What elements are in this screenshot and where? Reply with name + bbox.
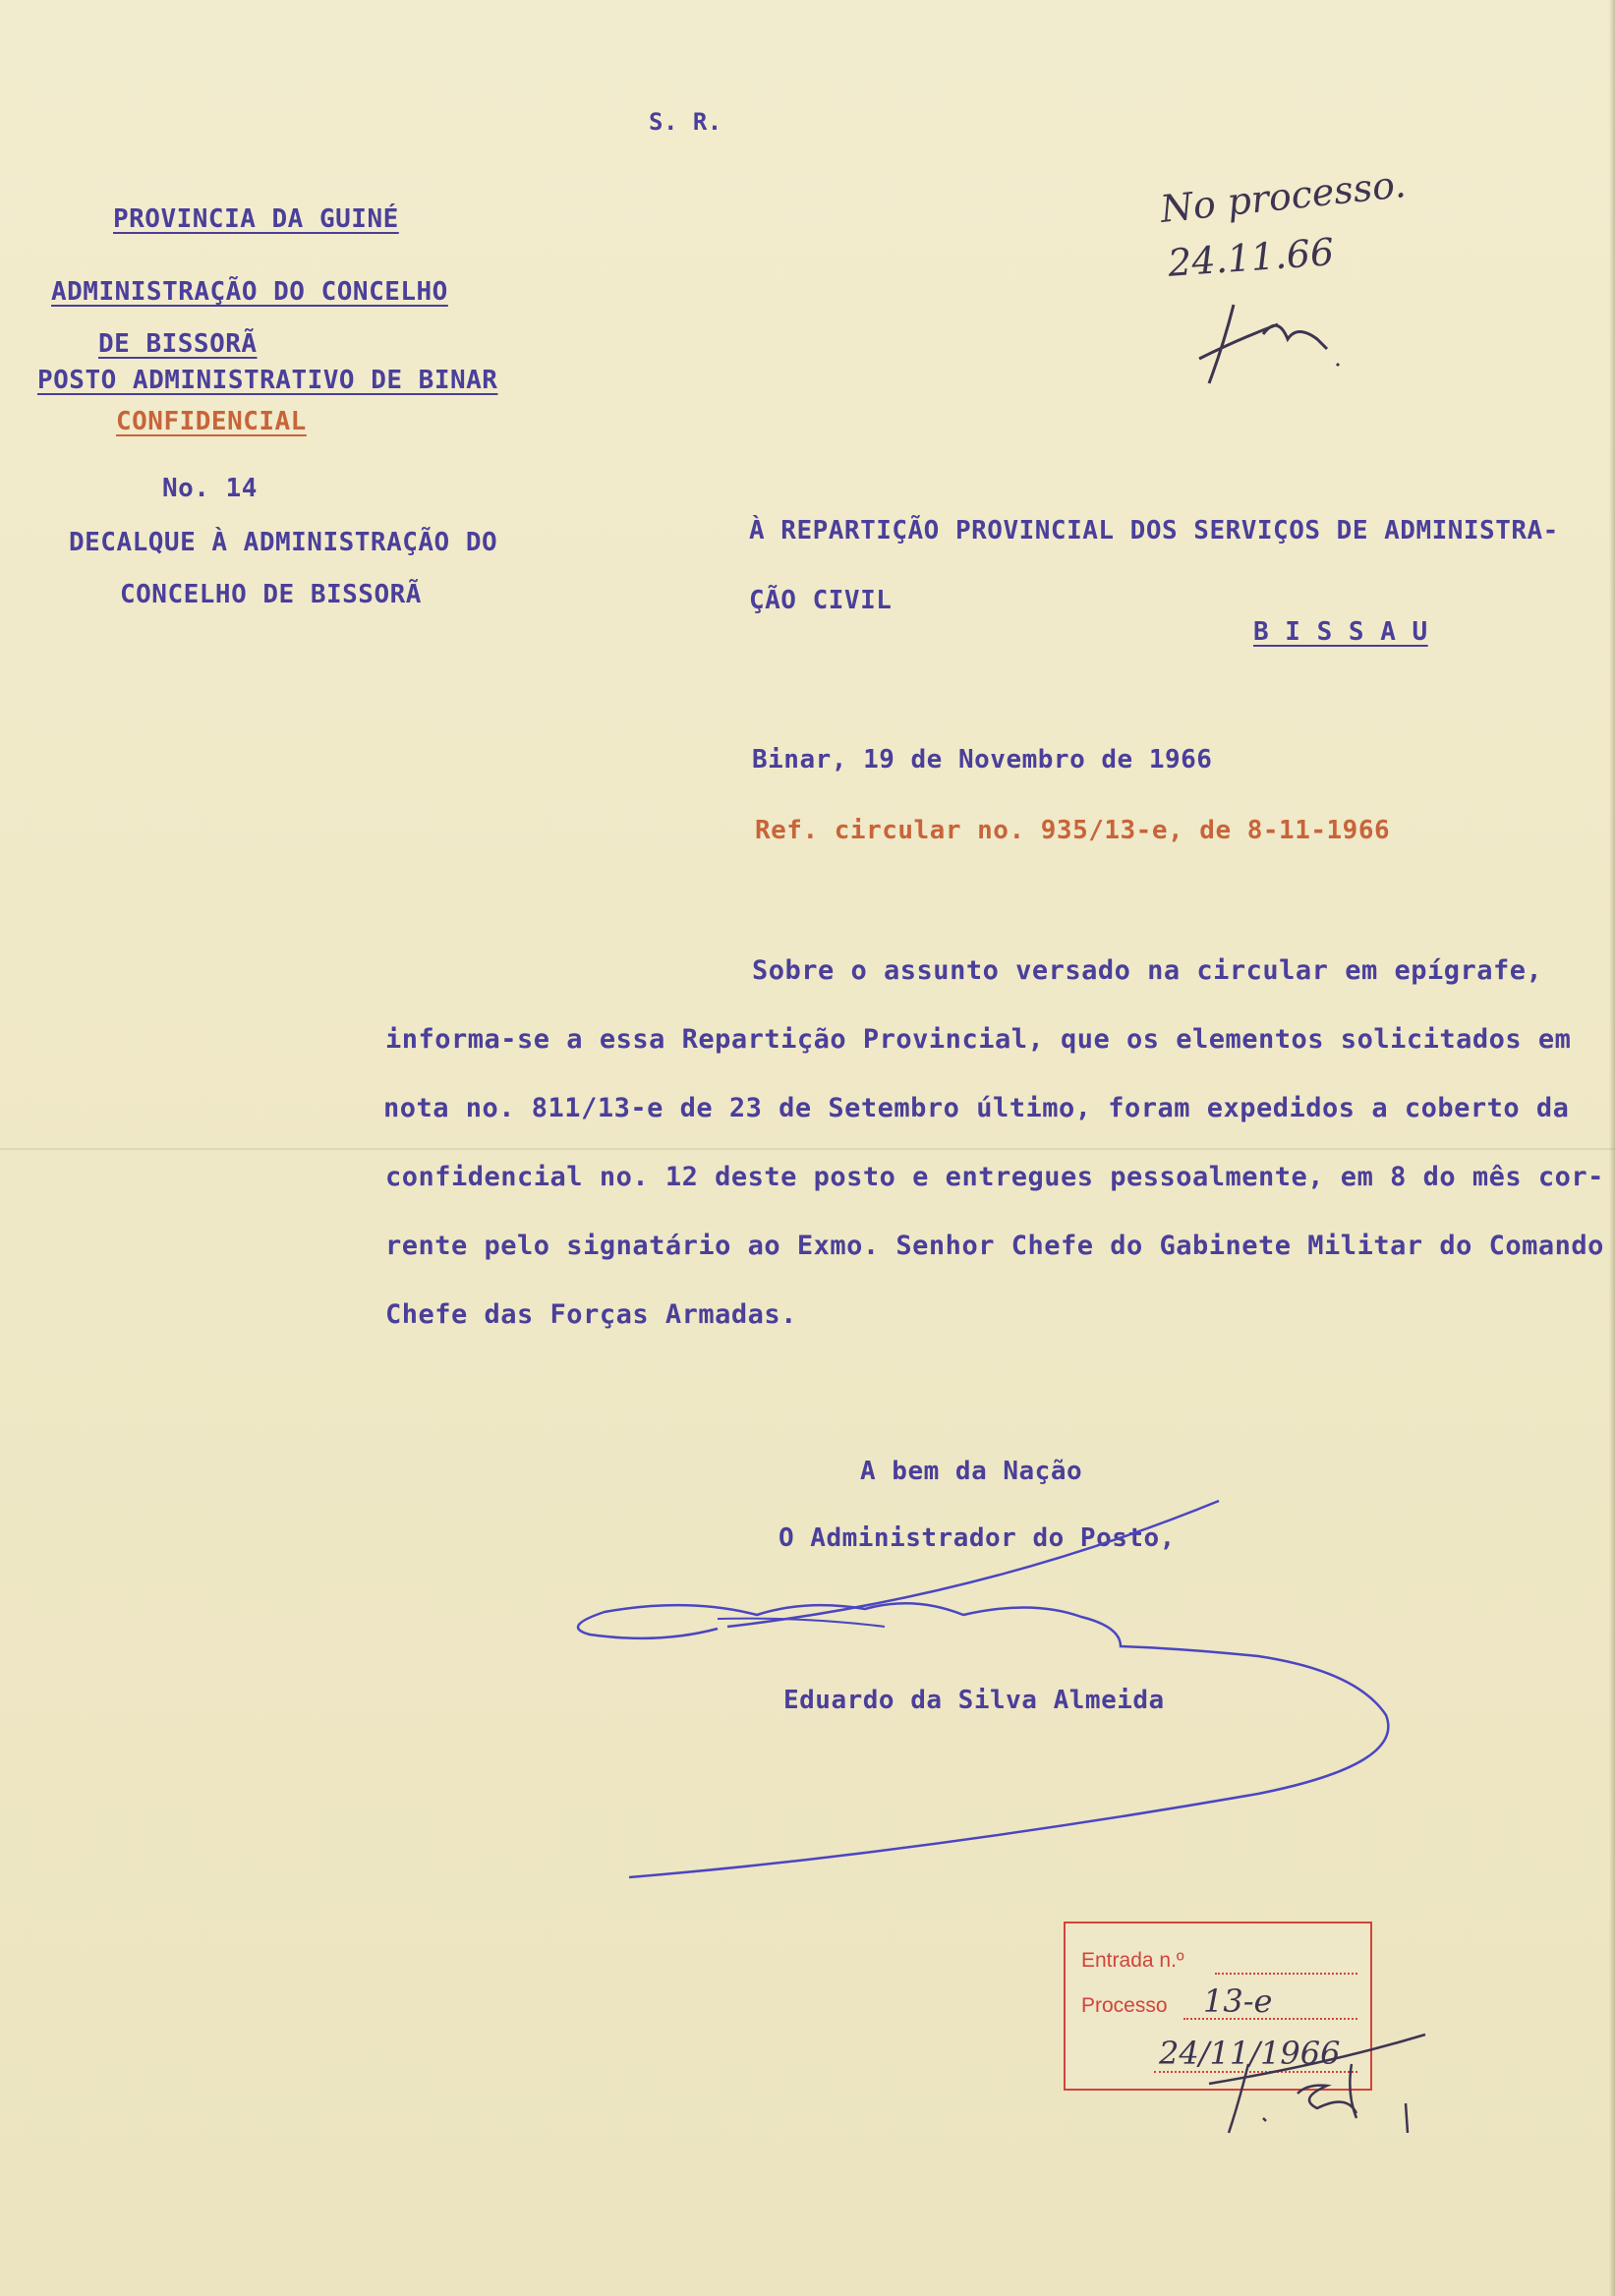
posto-heading: POSTO ADMINISTRATIVO DE BINAR <box>37 366 498 395</box>
province-heading: PROVINCIA DA GUINÉ <box>113 204 399 234</box>
stamp-entrada-label: Entrada n.º <box>1081 1949 1184 1972</box>
recipient-line-1: À REPARTIÇÃO PROVINCIAL DOS SERVIÇOS DE ADMINISTRA- <box>749 516 1559 545</box>
handwritten-annotation-date: 24.11.66 <box>1166 230 1336 285</box>
paper-edge <box>1609 0 1615 2296</box>
body-line-5: rente pelo signatário ao Exmo. Senhor Chefe do Gabinete Militar do Comando <box>385 1231 1604 1261</box>
stamp-processo-value: 13-e <box>1203 1982 1273 2020</box>
body-line-4: confidencial no. 12 deste posto e entregues pessoalmente, em 8 do mês cor- <box>385 1162 1604 1192</box>
administration-line-1: ADMINISTRAÇÃO DO CONCELHO <box>51 277 448 307</box>
reference-line: Ref. circular no. 935/13-e, de 8-11-1966 <box>755 816 1391 845</box>
classification-mark: S. R. <box>649 108 722 136</box>
body-line-2: informa-se a essa Repartição Provincial, que os elementos solicitados em <box>385 1024 1572 1055</box>
body-line-3: nota no. 811/13-e de 23 de Setembro último, foram expedidos a coberto da <box>383 1093 1570 1123</box>
stamp-date-value: 24/11/1966 <box>1159 2035 1341 2072</box>
decalque-line-2: CONCELHO DE BISSORÃ <box>120 580 422 609</box>
stamp-handwritten-initials <box>1180 2025 1455 2143</box>
handwritten-annotation-line-1: No processo. <box>1158 162 1409 231</box>
closing-role: O Administrador do Posto, <box>779 1523 1176 1553</box>
signature-mark <box>570 1489 1396 1887</box>
body-line-1: Sobre o assunto versado na circular em epígrafe, <box>752 955 1543 986</box>
recipient-line-2: ÇÃO CIVIL <box>749 586 893 615</box>
date-line: Binar, 19 de Novembro de 1966 <box>752 745 1213 775</box>
signatory-name: Eduardo da Silva Almeida <box>783 1686 1165 1715</box>
body-line-6: Chefe das Forças Armadas. <box>385 1299 797 1330</box>
stamp-processo-label: Processo <box>1081 1994 1168 2017</box>
recipient-city: B I S S A U <box>1253 617 1428 647</box>
paper-fold <box>0 1148 1615 1150</box>
confidencial-label: CONFIDENCIAL <box>116 407 307 436</box>
document-number: No. 14 <box>162 474 258 503</box>
decalque-line-1: DECALQUE À ADMINISTRAÇÃO DO <box>69 528 498 557</box>
stamp-entrada-field <box>1215 1973 1357 1975</box>
closing-salutation: A bem da Nação <box>860 1457 1083 1486</box>
handwritten-initials <box>1170 285 1386 393</box>
administration-line-2: DE BISSORÃ <box>98 329 258 359</box>
